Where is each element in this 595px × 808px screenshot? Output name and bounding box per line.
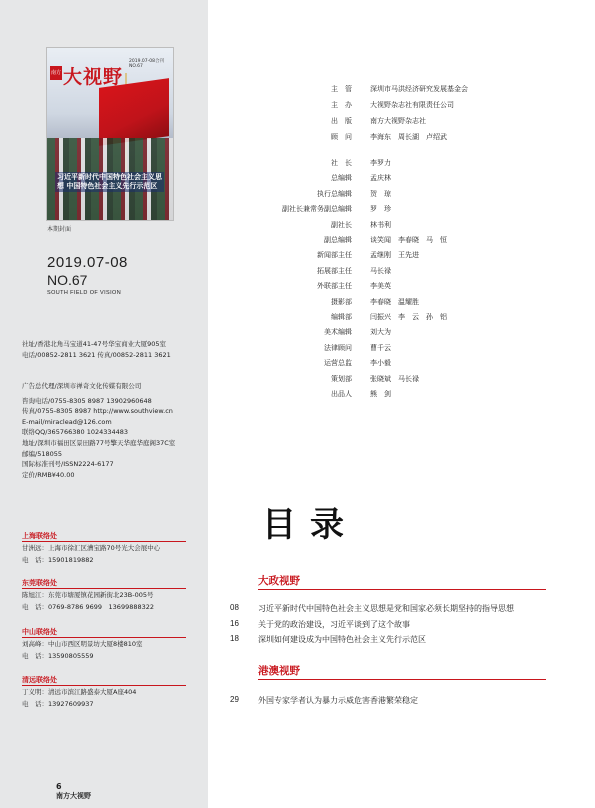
ad-line: 邮编/518055 bbox=[22, 449, 63, 458]
toc-page: 16 bbox=[230, 619, 239, 628]
toc-section-title[interactable]: 港澳视野 bbox=[258, 665, 300, 677]
cover-issue: 2019.07-08合刊 NO.67 bbox=[129, 59, 164, 69]
masthead-value: 谈笑闻 李春晓 马 恒 bbox=[370, 236, 447, 244]
office-line: 电 话：15901819882 bbox=[22, 556, 94, 564]
ad-line: 广告总代理/深圳市禅奇文化传媒有限公司 bbox=[22, 382, 142, 390]
masthead-label: 副社长兼常务副总编辑 bbox=[282, 205, 352, 214]
ad-line: 咨询电话/0755-8305 8987 13902960648 bbox=[22, 396, 152, 405]
address-line: 电话/00852-2811 3621 传真/00852-2811 3621 bbox=[22, 350, 171, 359]
office-rule bbox=[22, 541, 186, 542]
masthead-value: 李小毅 bbox=[370, 359, 391, 368]
masthead-label: 出品人 bbox=[331, 390, 352, 398]
toc-item[interactable]: 深圳如何建设成为中国特色社会主义先行示范区 bbox=[258, 635, 426, 644]
footer-brand: 南方大视野 bbox=[56, 791, 91, 800]
cover-title: 大视野 bbox=[63, 66, 124, 88]
masthead-label: 总编辑 bbox=[331, 174, 352, 183]
cover-brand-small: 南方 bbox=[50, 66, 62, 80]
masthead-value: 罗 珍 bbox=[370, 205, 391, 214]
masthead-label: 主 管 bbox=[331, 85, 352, 93]
address-line: 社址/香港北角马宝道41-47号华宝商业大厦905室 bbox=[22, 340, 166, 348]
toc-page: 18 bbox=[230, 634, 239, 643]
masthead-label: 副总编辑 bbox=[324, 236, 352, 244]
office-rule bbox=[22, 588, 186, 589]
office-line: 甘洲远：上海市徐汇区漕宝路70号光大会展中心 bbox=[22, 544, 161, 552]
ad-line: 国际标准刊号/ISSN2224-6177 bbox=[22, 460, 114, 469]
masthead-value: 马长禄 bbox=[370, 266, 391, 275]
masthead-label: 摄影部 bbox=[331, 297, 352, 306]
masthead-value: 深圳市马洪经济研究发展基金会 bbox=[370, 85, 468, 93]
ad-line: 联络QQ/365766380 1024334483 bbox=[22, 428, 129, 437]
masthead-label: 社 长 bbox=[331, 159, 352, 167]
masthead-value: 张晓斌 马长禄 bbox=[370, 374, 419, 383]
office-line: 电 话：0769-8786 9699 13699888322 bbox=[22, 603, 155, 611]
page-number: 6 bbox=[56, 782, 62, 791]
masthead-value: 李罗力 bbox=[370, 159, 391, 167]
toc-title: 目录 bbox=[262, 505, 358, 545]
masthead-label: 美术编辑 bbox=[324, 328, 352, 337]
masthead-value: 南方大视野杂志社 bbox=[370, 117, 426, 125]
toc-item[interactable]: 关于党的政治建设，习近平谈到了这个故事 bbox=[258, 620, 410, 629]
office-title: 东莞联络处 bbox=[22, 579, 57, 587]
ad-line: 地址/深圳市福田区景田路77号擎天华庭华庭阁37C室 bbox=[22, 438, 176, 447]
masthead-value: 曹千云 bbox=[370, 343, 391, 352]
masthead-value: 孟继刚 王先进 bbox=[370, 251, 419, 260]
toc-page: 08 bbox=[230, 603, 239, 612]
cover-caption: 本期封面 bbox=[47, 226, 72, 233]
office-title: 上海联络处 bbox=[22, 532, 57, 540]
cover-headline: 习近平新时代中国特色社会主义思想 中国特色社会主义先行示范区 bbox=[57, 173, 162, 190]
toc-section-rule bbox=[258, 589, 546, 590]
masthead-value: 林书利 bbox=[370, 220, 391, 229]
toc-item[interactable]: 外国专家学者认为暴力示威危害香港繁荣稳定 bbox=[258, 696, 418, 705]
office-title: 清远联络处 bbox=[22, 676, 57, 684]
masthead-value: 李春晓 温耀胜 bbox=[370, 297, 419, 306]
issue-subtitle: SOUTH FIELD OF VISION bbox=[47, 290, 122, 296]
ad-line: 定价/RMB¥40.00 bbox=[22, 470, 75, 479]
masthead-value: 熊 剑 bbox=[370, 390, 391, 398]
office-line: 刘高峰：中山市西区明景坊大厦8楼810室 bbox=[22, 640, 143, 648]
office-rule bbox=[22, 685, 186, 686]
ad-line: E-mail/miraclead@126.com bbox=[22, 417, 112, 426]
masthead-label: 执行总编辑 bbox=[317, 189, 352, 198]
office-line: 电 话：13927609937 bbox=[22, 700, 94, 708]
masthead-value: 李海东 周长湖 卢绍武 bbox=[370, 133, 447, 141]
toc-page: 29 bbox=[230, 695, 239, 704]
office-title: 中山联络处 bbox=[22, 628, 57, 636]
masthead-value: 贺 琼 bbox=[370, 189, 391, 198]
masthead-label: 策划部 bbox=[331, 374, 352, 383]
page-footer bbox=[56, 782, 91, 800]
masthead-label: 外联部主任 bbox=[317, 282, 352, 291]
toc-section-title[interactable]: 大政视野 bbox=[258, 575, 300, 587]
office-rule bbox=[22, 637, 186, 638]
masthead-label: 主 办 bbox=[331, 101, 352, 109]
masthead-value: 孟庆林 bbox=[370, 174, 391, 183]
office-line: 丁义明：清远市滨江路盛泰大厦A座404 bbox=[22, 688, 137, 696]
masthead-label: 顾 问 bbox=[331, 133, 352, 141]
masthead-label: 运营总监 bbox=[324, 359, 352, 368]
masthead-value: 刘大为 bbox=[370, 328, 391, 337]
masthead-label: 新闻部主任 bbox=[317, 251, 352, 260]
masthead-value: 大视野杂志社有限责任公司 bbox=[370, 101, 454, 109]
masthead-value: 李美英 bbox=[370, 282, 391, 291]
masthead-label: 编辑部 bbox=[331, 313, 352, 321]
toc-section-rule bbox=[258, 679, 546, 680]
masthead-label: 法律顾问 bbox=[324, 343, 352, 352]
cover-image bbox=[47, 48, 173, 220]
office-line: 电 话：13590805559 bbox=[22, 652, 94, 660]
masthead-label: 拓展部主任 bbox=[317, 266, 352, 275]
toc-item[interactable]: 习近平新时代中国特色社会主义思想是党和国家必须长期坚持的指导思想 bbox=[258, 604, 514, 613]
masthead-label: 副社长 bbox=[331, 220, 352, 229]
ad-line: 传真/0755-8305 8987 http://www.southview.cn bbox=[22, 407, 173, 416]
office-line: 陈旭江：东莞市塘厦镇花园新街北23B-005号 bbox=[22, 591, 154, 599]
ad-block bbox=[22, 381, 175, 480]
masthead-label: 出 版 bbox=[331, 117, 352, 125]
issue-date: 2019.07-08 bbox=[47, 254, 128, 271]
masthead-value: 闫振兴 李 云 孙 铝 bbox=[370, 313, 447, 321]
address-block bbox=[22, 339, 171, 360]
issue-number: NO.67 bbox=[47, 272, 88, 288]
